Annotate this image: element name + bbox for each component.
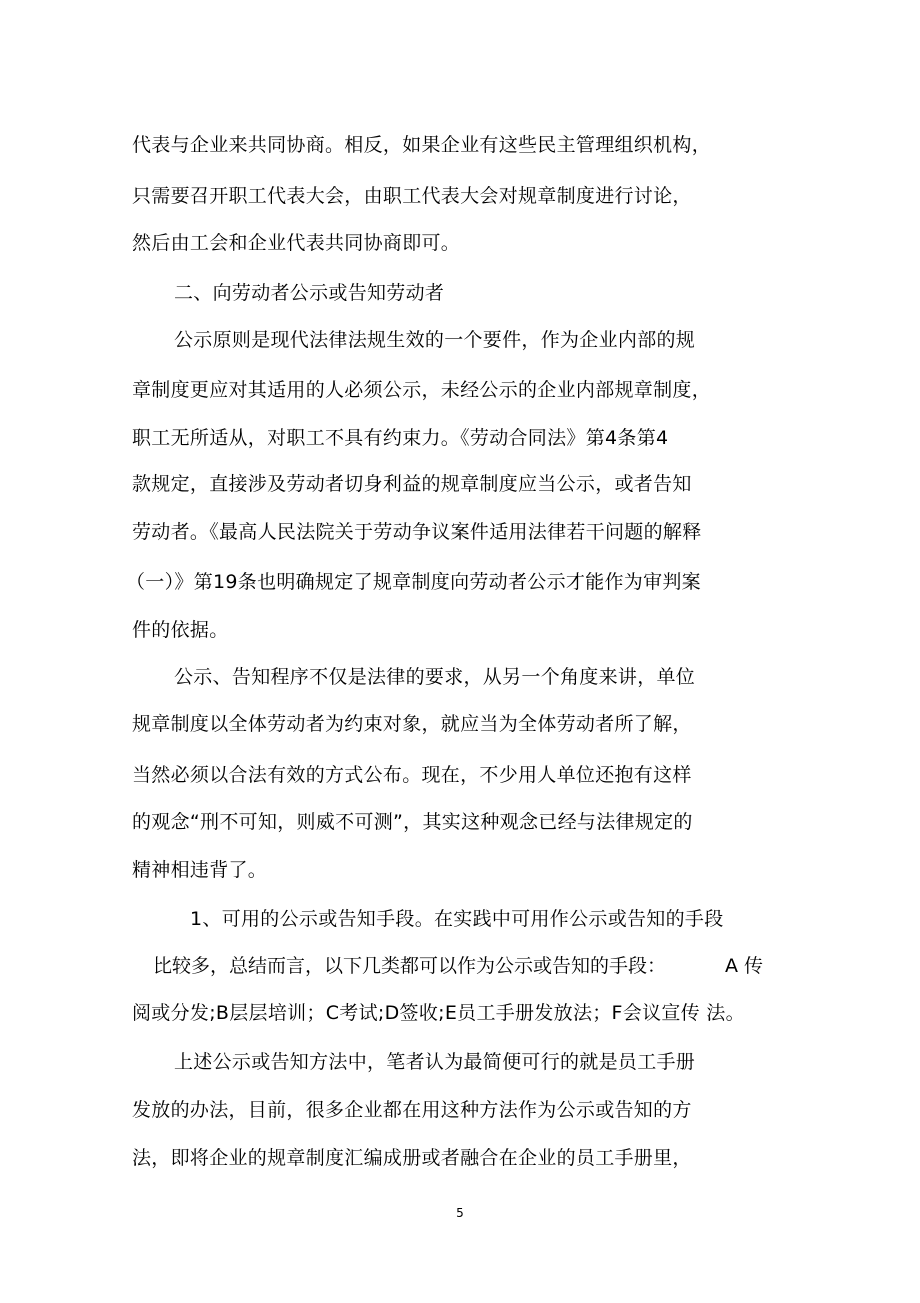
- text-line-11: 件的依据。: [132, 619, 229, 641]
- text-line-5: 公示原则是现代法律法规生效的一个要件，作为企业内部的规: [174, 329, 696, 351]
- text-line-20: 上述公示或告知方法中，笔者认为最简便可行的就是员工手册: [174, 1051, 696, 1073]
- text-line-2: 只需要召开职工代表大会，由职工代表大会对规章制度进行讨论，: [132, 185, 692, 207]
- text-line-8: 款规定，直接涉及劳动者切身利益的规章制度应当公示，或者告知: [132, 473, 692, 495]
- text-line-9: 劳动者。《最高人民法院关于劳动争议案件适用法律若干问题的解释: [132, 521, 702, 543]
- text-line-7: 职工无所适从，对职工不具有约束力。《劳动合同法》第4条第4: [132, 427, 669, 449]
- text-line-15: 的观念“刑不可知，则威不可测”，其实这种观念已经与法律规定的: [132, 811, 693, 833]
- text-line-10: （一）》第19条也明确规定了规章制度向劳动者公示才能作为审判案: [126, 571, 701, 593]
- text-line-16: 精神相违背了。: [132, 859, 268, 881]
- text-line-14: 当然必须以合法有效的方式公布。现在，不少用人单位还抱有这样: [132, 764, 692, 786]
- section-heading: 二、向劳动者公示或告知劳动者: [174, 282, 445, 304]
- text-line-13: 规章制度以全体劳动者为约束对象，就应当为全体劳动者所了解，: [132, 713, 692, 735]
- text-line-12: 公示、告知程序不仅是法律的要求，从另一个角度来讲，单位: [174, 666, 696, 688]
- text-line-22: 法，即将企业的规章制度汇编成册或者融合在企业的员工手册里，: [132, 1147, 692, 1169]
- text-line-3: 然后由工会和企业代表共同协商即可。: [132, 232, 461, 254]
- text-line-19: 阅或分发;B层层培训；C考试;D签收;E员工手册发放法；F会议宣传 法。: [132, 1002, 745, 1024]
- text-line-17: 1、可用的公示或告知手段。在实践中可用作公示或告知的手段: [190, 908, 724, 930]
- text-line-6: 章制度更应对其适用的人必须公示，未经公示的企业内部规章制度，: [132, 379, 712, 401]
- text-line-18: [153, 954, 763, 978]
- text-line-18-main: 比较多，总结而言，以下几类都可以作为公示或告知的手段：: [153, 955, 667, 977]
- text-line-1: 代表与企业来共同协商。相反，如果企业有这些民主管理组织机构，: [132, 134, 712, 156]
- page-number: 5: [456, 1206, 464, 1220]
- text-line-21: 发放的办法，目前，很多企业都在用这种方法作为公示或告知的方: [132, 1099, 692, 1121]
- text-line-18-tail: A 传: [724, 955, 763, 977]
